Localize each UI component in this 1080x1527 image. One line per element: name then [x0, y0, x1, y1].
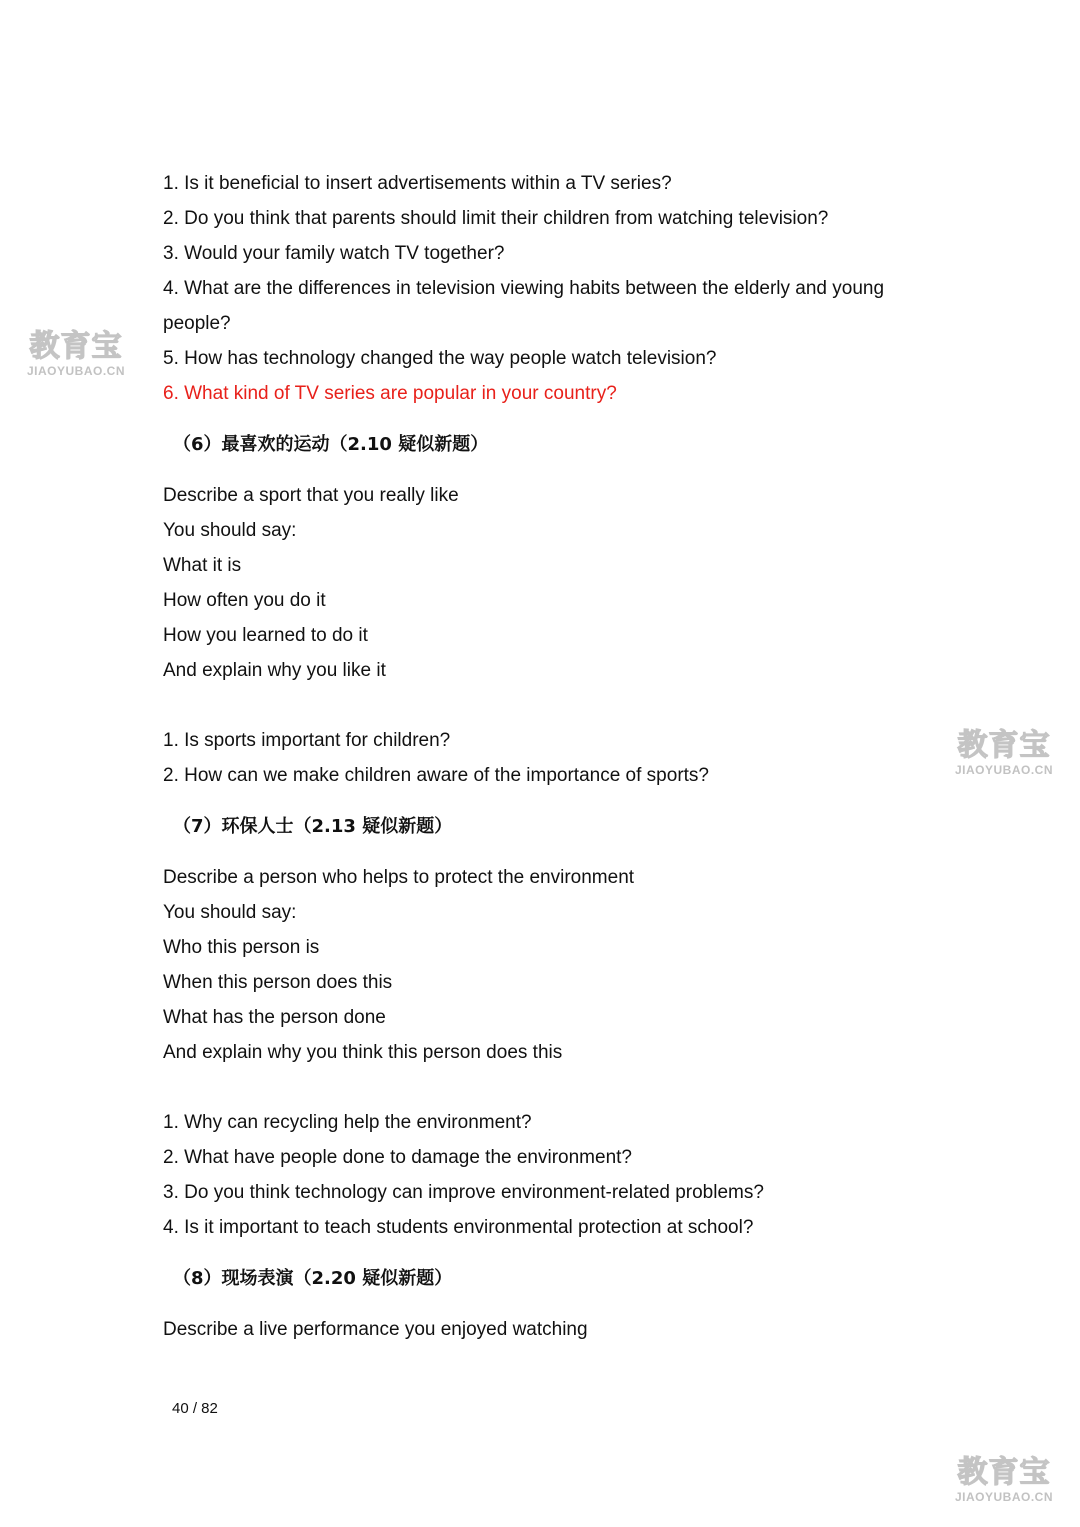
cue-card-topic: Describe a sport that you really like: [163, 485, 459, 506]
cue-card-line: How often you do it: [163, 590, 326, 611]
section-6-heading: （6）最喜欢的运动（2.10 疑似新题）: [173, 434, 489, 455]
section-7-cue-card: [163, 860, 963, 1070]
tv-question-1: 1. Is it beneficial to insert advertisements within a TV series?: [163, 173, 672, 194]
page-number: 40 / 82: [172, 1400, 218, 1417]
cue-card-line: What has the person done: [163, 1007, 386, 1028]
question-item: 4. Is it important to teach students environmental protection at school?: [163, 1217, 754, 1238]
cue-card-line: When this person does this: [163, 972, 393, 993]
tv-questions: [163, 166, 963, 411]
watermark-en: JIAOYUBAO.CN: [954, 763, 1053, 777]
section-7-heading: （7）环保人士（2.13 疑似新题）: [173, 816, 453, 837]
cue-card-topic: Describe a live performance you enjoyed watching: [163, 1319, 588, 1340]
section-8-cue-card: [163, 1312, 963, 1347]
tv-question-6-highlighted: 6. What kind of TV series are popular in your country?: [163, 383, 617, 404]
section-7-questions: [163, 1105, 963, 1245]
watermark-logo: [20, 330, 132, 382]
section-6-cue-card: [163, 478, 963, 688]
cue-card-line: Who this person is: [163, 937, 320, 958]
watermark-logo: [948, 729, 1060, 781]
section-8-heading: （8）现场表演（2.20 疑似新题）: [173, 1268, 453, 1289]
question-item: 1. Why can recycling help the environment?: [163, 1112, 532, 1133]
watermark-en: JIAOYUBAO.CN: [954, 1490, 1053, 1504]
question-item: 2. What have people done to damage the environment?: [163, 1147, 632, 1168]
watermark-cn: 教育宝: [957, 1455, 1051, 1490]
question-item: 3. Do you think technology can improve environment-related problems?: [163, 1182, 764, 1203]
cue-card-line: And explain why you think this person does this: [163, 1042, 563, 1063]
question-item: 1. Is sports important for children?: [163, 730, 451, 751]
watermark-logo: [948, 1456, 1060, 1508]
cue-card-line: You should say:: [163, 520, 297, 541]
watermark-cn: 教育宝: [29, 329, 123, 364]
cue-card-topic: Describe a person who helps to protect the environment: [163, 867, 635, 888]
watermark-en: JIAOYUBAO.CN: [26, 364, 125, 378]
cue-card-line: And explain why you like it: [163, 660, 386, 681]
tv-question-3: 3. Would your family watch TV together?: [163, 243, 505, 264]
tv-question-5: 5. How has technology changed the way people watch television?: [163, 348, 717, 369]
document-body: [163, 166, 963, 1347]
question-item: 2. How can we make children aware of the importance of sports?: [163, 765, 709, 786]
cue-card-line: How you learned to do it: [163, 625, 368, 646]
tv-question-4-continued: people?: [163, 313, 231, 334]
tv-question-2: 2. Do you think that parents should limit their children from watching television?: [163, 208, 829, 229]
cue-card-line: You should say:: [163, 902, 297, 923]
tv-question-4: 4. What are the differences in television viewing habits between the elderly and young: [163, 278, 885, 299]
cue-card-line: What it is: [163, 555, 242, 576]
section-6-questions: [163, 723, 963, 793]
watermark-cn: 教育宝: [957, 728, 1051, 763]
